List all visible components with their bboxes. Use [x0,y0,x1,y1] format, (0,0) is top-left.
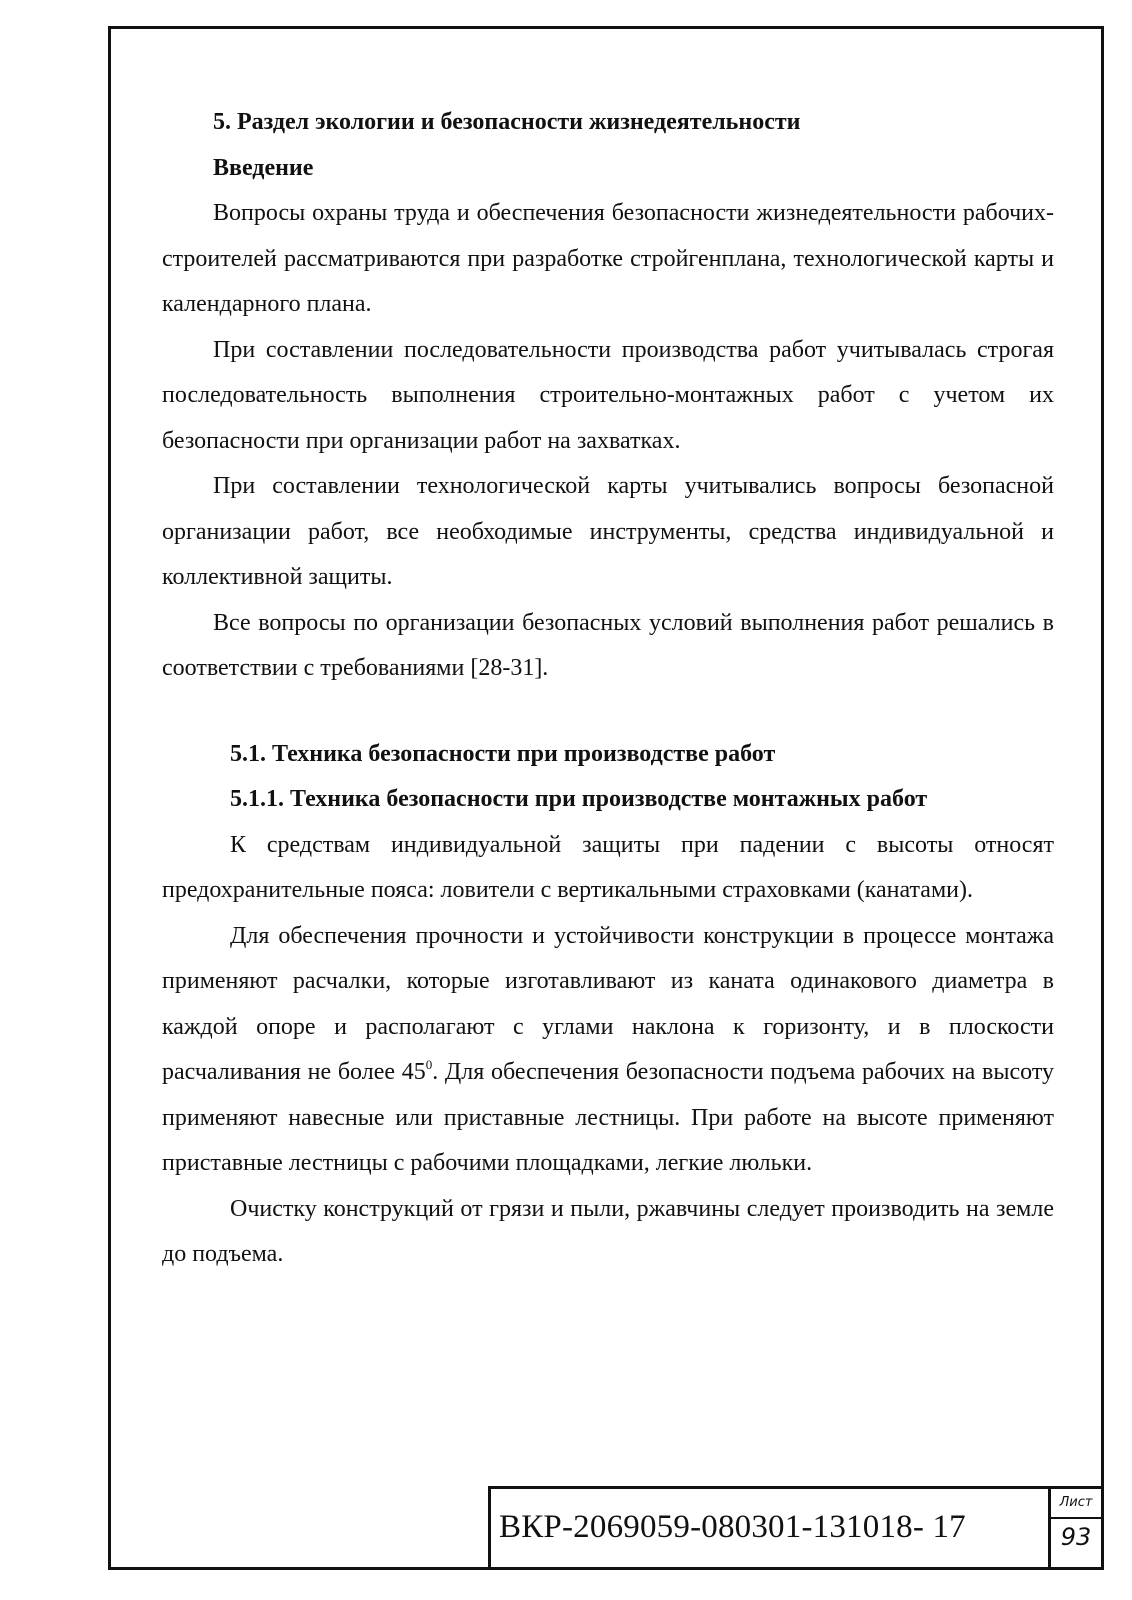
sheet-cell [1048,1489,1101,1570]
body-paragraph-3: Очистку конструкций от грязи и пыли, ржавчины следует производить на земле до подъема. [162,1195,1054,1267]
section-title: 5. Раздел экологии и безопасности жизнедеятельности [213,109,801,135]
degree-superscript: 0 [425,1057,433,1072]
intro-paragraph-1: Вопросы охраны труда и обеспечения безопасности жизнедеятельности рабочих-строителей рассматриваются при разработке стройгенплана, технологической карты и календарного плана. [162,200,1054,317]
document-code-cell [488,1489,1048,1570]
intro-paragraph-3: При составлении технологической карты учитывались вопросы безопасной организации работ, все необходимые инструменты, средства индивидуальной и коллективной защиты. [162,473,1054,590]
body-paragraph-2 [162,914,1054,1187]
body-paragraph-2-end: . Для обеспечения безопасности подъема рабочих на высоту применяют навесные или приставные лестницы. При работе на высоте применяют приставные лестницы с рабочими площадками, легкие люльки. [162,1059,1054,1176]
subsubsection-title: 5.1.1. Техника безопасности при производстве монтажных работ [230,786,928,812]
title-block [488,1486,1101,1567]
sheet-number: 93 [1060,1523,1092,1551]
intro-paragraph-4: Все вопросы по организации безопасных условий выполнения работ решались в соответствии с требованиями [28-31]. [162,609,1054,681]
body-paragraph-1: К средствам индивидуальной защиты при падении с высоты относят предохранительные пояса: ловители с вертикальными страховками (канатами). [162,831,1054,903]
subsection-title: 5.1. Техника безопасности при производстве работ [230,740,776,767]
sheet-label: Лист [1051,1491,1101,1519]
body-paragraph-2-start: Для обеспечения прочности и устойчивости конструкции в процессе монтажа применяют расчалки, которые изготавливают из каната одинакового диаметра в каждой опоре и располагают с углами наклона к горизонту, и в плоскости расчаливания не более 45 [162,922,1054,1085]
intro-paragraph-2: При составлении последовательности производства работ учитывалась строгая последовательность выполнения строительно-монтажных работ с учетом их безопасности при организации работ на захватках. [162,336,1054,454]
document-code: ВКР-2069059-080301-131018- 17 [499,1509,966,1545]
document-body [162,100,1054,1278]
intro-heading: Введение [213,154,314,181]
